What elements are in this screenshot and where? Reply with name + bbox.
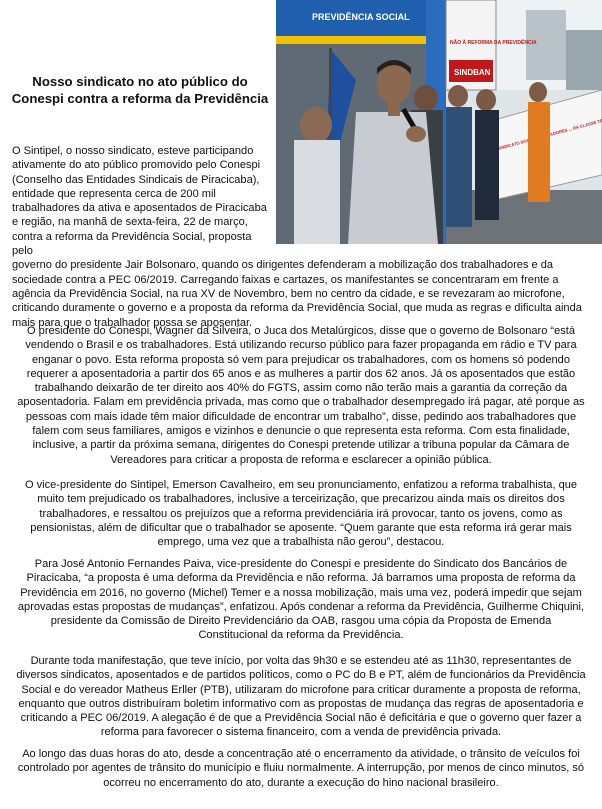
paragraph-line: entidade que representa cerca de 200 mil [12, 187, 216, 200]
paragraph-line: (Conselho das Entidades Sindicais de Piracicaba), [12, 173, 260, 186]
paragraph-line: criticando duramente o governo e a proposta da reforma da Previdência Social, que muda as regras e dificulta ainda [12, 302, 582, 315]
paragraph-line: Para José Antonio Fernandes Paiva, vice-presidente do Conespi e presidente do Sindicato dos Bancários de [34, 558, 568, 570]
paragraph-line: inclusive, a partir da próxima semana, dirigentes do Conespi pretende utilizar a tribuna popular da Câmara de [32, 439, 570, 452]
paragraph-line: enganar o povo. Esta reforma proposta só vem para prejudicar os trabalhadores, com os homens só podendo [32, 353, 570, 366]
paragraph-line: aposentadoria. Falam em previdência privada, mas como que o trabalhador desempregado irá pagar, até porque as [17, 396, 585, 409]
paragraph-line: emprego, uma vez que a trabalhista não gerou”, destacou. [157, 536, 445, 549]
paragraph-line: vendendo o Brasil e os trabalhadores. Está utilizando recurso público para fazer propaganda em rádio e TV para [25, 339, 577, 352]
paragraph-5 [12, 654, 590, 740]
paragraph-line: diversos sindicatos, aposentados e de partidos políticos, como o PC do B e PT, além de funcionários da Previdência [16, 669, 586, 682]
paragraph-line: pensionistas, além de dificultar que o trabalhador se aposente. “Quem garante que esta reforma irá gerar mais [30, 521, 572, 534]
paragraph-line: contra a reforma da Previdência Social, proposta pelo [12, 230, 252, 258]
paragraph-line: Social e do vereador Matheus Erller (PTB), utilizaram do microfone para criticar duramente a proposta de reforma, [21, 683, 581, 696]
paragraph-line: pessoas com mais idade têm maior dificuldade de encontrar um trabalho”, disse, pedindo aos trabalhadores que [25, 410, 577, 423]
paragraph-line: O Sintipel, o nosso sindicato, esteve participando [12, 145, 254, 157]
paragraph-line: trabalhadores da ativa e aposentados de Piracicaba [12, 202, 267, 215]
article-title-line: Conespi contra a reforma da Previdência [11, 91, 269, 106]
paragraph-line: agência da Previdência Social, na rua XV de Novembro, bem no centro da cidade, e se revezaram ao microfone, [12, 287, 565, 300]
paragraph-line: trabalhando deixarão de ter direito aos 40% do FGTS, assim como não terão mais a garantia da correção da [34, 382, 568, 395]
paragraph-line: Previdência em 2016, no governo (Michel) Temer e a nossa mobilização, mais uma vez, poderá impedir que sejam [20, 586, 582, 599]
paragraph-line: Constitucional da reforma da Previdência. [198, 629, 404, 642]
paragraph-4 [12, 557, 590, 643]
poster-text: NÃO À REFORMA DA PREVIDÊNCIA [450, 40, 537, 46]
paragraph-line: e região, na manhã de sexta-feira, 22 de março, [12, 216, 248, 229]
paragraph-line: falem com seus familiares, amigos e vizinhos e denuncie o que representa esta reforma. Com esta finalidade, [32, 425, 570, 438]
paragraph-line: Vereadores para criticar a proposta de reforma e esclarecer a opinião pública. [110, 453, 492, 466]
paragraph-3 [12, 478, 590, 549]
paragraph-line: enquanto que outros distribuíram boletim informativo com as propostas de mudança das regras de aposentadoria e [18, 697, 584, 710]
banner-text: SINDICATO DOS ... DA CLASSE [496, 119, 597, 151]
paragraph-line: presidente da Comissão de Direito Previdenciário da OAB, rasgou uma cópia da Proposta de Emenda [50, 615, 552, 628]
paragraph-6 [12, 747, 590, 790]
paragraph-line: muito tem prejudicado os trabalhadores, inclusive a terceirização, que precarizou ainda mais os direitos dos [37, 493, 565, 506]
paragraph-line: controlado por agentes de trânsito do município e fluiu normalmente. A interrupção, por menos de cinco minutos, só [17, 762, 585, 775]
paragraph-line: criticando a PEC 06/2019. A alegação é de que a Previdência Social não é deficitária e que o governo quer fazer a [20, 712, 582, 725]
paragraph-line: mais para que o trabalhador possa se aposentar. [12, 316, 253, 329]
paragraph-line: O vice-presidente do Sintipel, Emerson Cavalheiro, em seu pronunciamento, enfatizou a reforma trabalhista, que [24, 479, 578, 491]
paragraph-line: ocorreu no encerramento do ato, durante a execução do hino nacional brasileiro. [103, 776, 499, 789]
paragraph-1 [12, 144, 590, 330]
paragraph-2 [12, 324, 590, 467]
paragraph-line: aprovadas estas propostas de mudanças”, enfatizou. Após condenar a reforma da Previdência, Guilherme Chiquini, [17, 600, 585, 613]
poster-logo: SINDBAN [454, 68, 491, 77]
paragraph-line: requerer a aposentadoria a partir dos 65 anos e as mulheres a partir dos 62 anos. Já os aposentados que estão [26, 367, 576, 380]
paragraph-line: Ao longo das duas horas do ato, desde a concentração até o encerramento da atividade, o trânsito de veículos foi [22, 748, 580, 760]
paragraph-line: governo do presidente Jair Bolsonaro, quando os dirigentes defenderam a mobilização dos trabalhadores e da [12, 259, 554, 272]
paragraph-line: O presidente do Conespi, Wagner da Silveira, o Juca dos Metalúrgicos, disse que o governo de Bolsonaro “está [27, 325, 575, 337]
paragraph-line: sociedade contra a PEC 06/2019. Carregando faixas e cartazes, os manifestantes se concentraram em frente a [12, 273, 559, 286]
paragraph-line: trabalhadores, e ressaltou os prejuízos que a reforma previdenciária irá provocar, tanto os jovens, como as [39, 507, 563, 520]
paragraph-line: ativamente do ato público promovido pelo Conespi [12, 159, 261, 172]
paragraph-line: Piracicaba, “a proposta é uma deforma da Previdência e não reforma. Já barramos uma proposta de reforma da [26, 572, 576, 585]
paragraph-line: Durante toda manifestação, que teve início, por volta das 9h30 e se estendeu até as 11h30, representantes de [30, 655, 572, 667]
paragraph-line: reforma para favorecer o sistema financeiro, com a venda de previdência privada. [100, 726, 502, 739]
article-title [8, 73, 272, 107]
building-sign-text: PREVIDÊNCIA SOCIAL [312, 12, 410, 22]
article-title-line: Nosso sindicato no ato público do [32, 74, 248, 89]
